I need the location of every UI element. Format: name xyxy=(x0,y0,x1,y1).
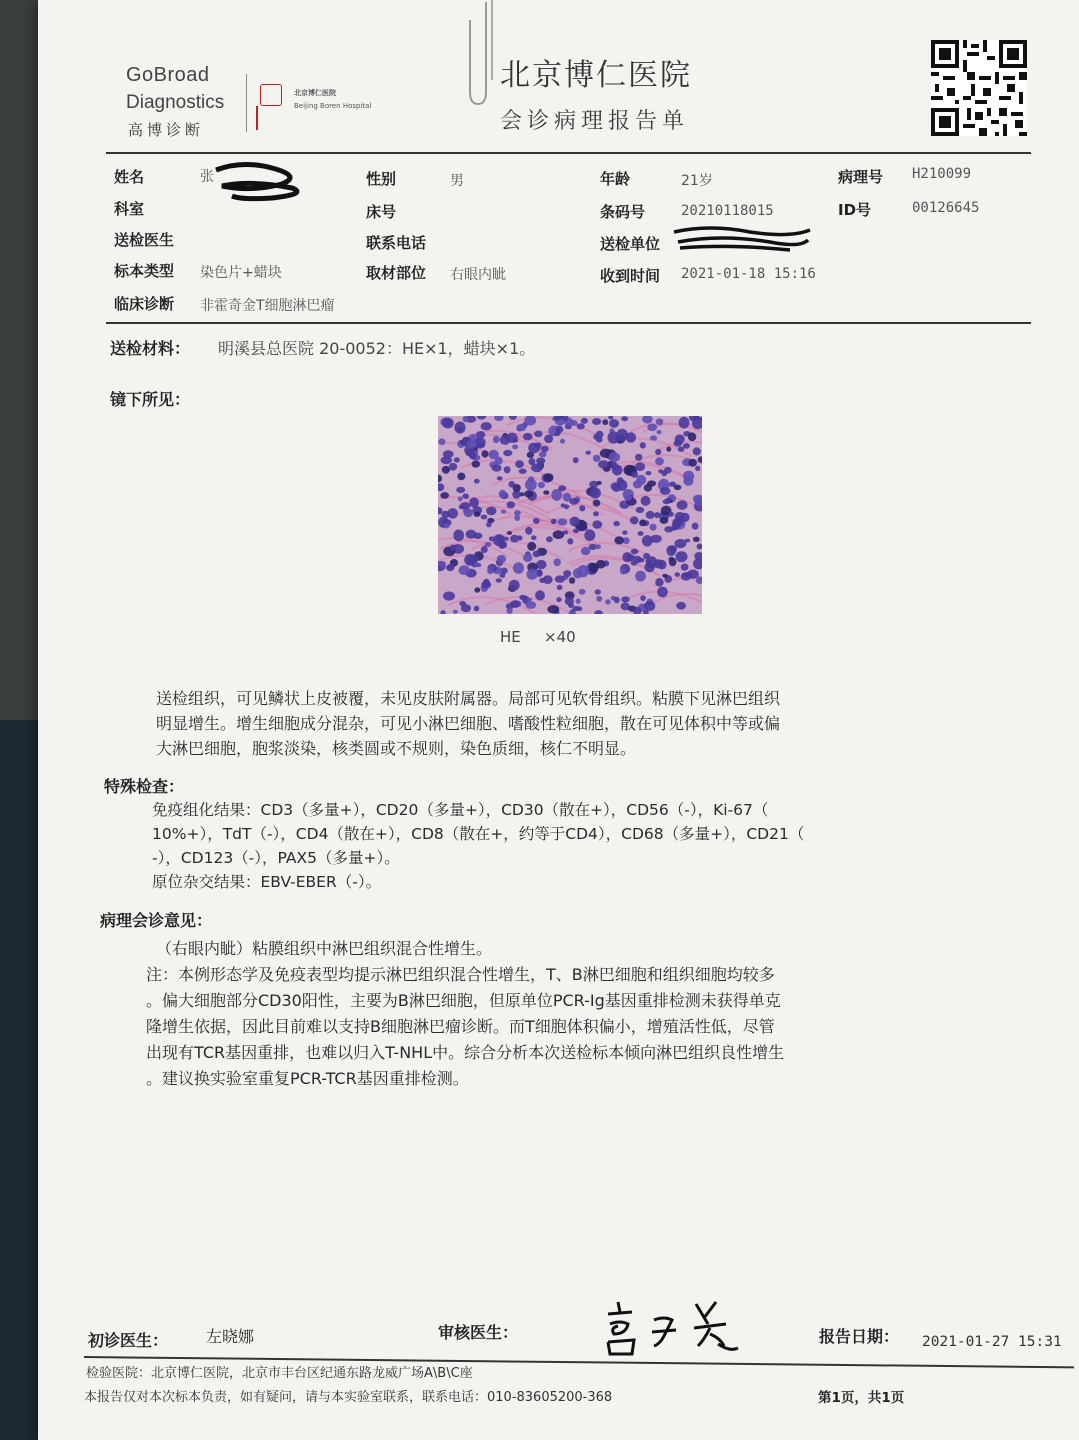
gobroad-logo-line2: Diagnostics xyxy=(126,92,225,113)
gender-value: 男 xyxy=(450,173,464,189)
footer-lab: 检验医院：北京博仁医院，北京市丰台区纪通东路龙威广场A\B\C座 xyxy=(86,1366,473,1381)
qr-code-icon xyxy=(931,40,1027,136)
phone-label: 联系电话 xyxy=(366,234,427,252)
opinion-line-1: （右眼内眦）粘膜组织中淋巴组织混合性增生。 xyxy=(156,939,493,958)
microscopy-heading: 镜下所见： xyxy=(110,390,191,409)
microscopy-line-1: 送检组织，可见鳞状上皮被覆，未见皮肤附属器。局部可见软骨组织。粘膜下见淋巴组织 xyxy=(156,689,781,708)
reviewer-signature xyxy=(598,1294,748,1360)
special-line-3: -），CD123（-），PAX5（多量+）。 xyxy=(152,849,400,867)
site-label: 取材部位 xyxy=(366,264,427,282)
reviewer-label: 审核医生： xyxy=(438,1323,519,1342)
material-label: 送检材料： xyxy=(110,339,191,358)
specimen-value: 染色片+蜡块 xyxy=(200,265,282,281)
bed-label: 床号 xyxy=(366,203,397,221)
unit-label: 送检单位 xyxy=(600,235,661,253)
doctor-label: 送检医生 xyxy=(114,231,175,249)
gobroad-logo-cn: 高博诊断 xyxy=(128,121,205,139)
hospital-small-en: Beijing Boren Hospital xyxy=(294,102,372,110)
report-date-value: 2021-01-27 15:31 xyxy=(922,1334,1062,1350)
page-number: 第1页，共1页 xyxy=(818,1390,905,1406)
report-title: 会诊病理报告单 xyxy=(500,109,690,134)
id-value: 00126645 xyxy=(912,200,980,216)
opinion-line-3: 。偏大细胞部分CD30阳性，主要为B淋巴细胞，但原单位PCR-Ig基因重排检测未获得单克 xyxy=(146,991,781,1010)
first-doctor-label: 初诊医生： xyxy=(88,1331,169,1350)
histology-micrograph-image xyxy=(438,416,702,614)
microscopy-line-3: 大淋巴细胞，胞浆淡染，核类圆或不规则，染色质细，核仁不明显。 xyxy=(156,739,637,758)
pathology-no-label: 病理号 xyxy=(838,168,884,186)
svg-text:高子芳: 高子芳 xyxy=(598,1294,601,1295)
paper-clip-icon xyxy=(466,0,506,110)
logo-divider xyxy=(246,74,247,132)
clinical-label: 临床诊断 xyxy=(114,295,175,313)
redaction-scribble-unit xyxy=(670,218,815,256)
special-exam-heading: 特殊检查： xyxy=(104,777,185,796)
barcode-value: 20210118015 xyxy=(681,203,774,219)
received-value: 2021-01-18 15:16 xyxy=(681,266,816,282)
material-value: 明溪县总医院 20-0052：HE×1，蜡块×1。 xyxy=(218,339,536,358)
gobroad-logo-line1: GoBroad xyxy=(126,64,210,86)
hospital-small-cn: 北京博仁医院 xyxy=(294,89,336,97)
report-date-label: 报告日期： xyxy=(819,1327,900,1346)
specimen-label: 标本类型 xyxy=(114,262,175,280)
report-sheet xyxy=(38,0,1079,1440)
first-doctor-value: 左晓娜 xyxy=(206,1327,255,1346)
special-line-4: 原位杂交结果：EBV-EBER（-）。 xyxy=(152,873,382,891)
gender-label: 性别 xyxy=(366,170,397,188)
opinion-line-4: 隆增生依据，因此目前难以支持B细胞淋巴瘤诊断。而T细胞体积偏小，增殖活性低，尽管 xyxy=(146,1017,775,1036)
hospital-emblem-bar xyxy=(256,106,258,130)
microscopy-line-2: 明显增生。增生细胞成分混杂，可见小淋巴细胞、嗜酸性粒细胞，散在可见体积中等或偏 xyxy=(156,714,781,733)
name-value: 张 xyxy=(200,169,214,185)
header-rule-top xyxy=(106,152,1031,154)
opinion-line-2: 注：本例形态学及免疫表型均提示淋巴组织混合性增生，T、B淋巴细胞和组织细胞均较多 xyxy=(146,965,775,984)
redaction-scribble xyxy=(212,156,312,206)
special-line-2: 10%+），TdT（-），CD4（散在+），CD8（散在+，约等于CD4），CD68（多量+），CD21（ xyxy=(152,825,805,843)
opinion-line-5: 出现有TCR基因重排，也难以归入T-NHL中。综合分析本次送检标本倾向淋巴组织良性增生 xyxy=(146,1043,785,1062)
footer-disclaimer: 本报告仅对本次标本负责，如有疑问，请与本实验室联系，联系电话：010-83605200-368 xyxy=(84,1390,613,1405)
special-line-1: 免疫组化结果：CD3（多量+），CD20（多量+），CD30（散在+），CD56（-），Ki-67（ xyxy=(152,801,769,819)
pathology-no-value: H210099 xyxy=(912,166,972,182)
site-value: 右眼内眦 xyxy=(450,267,506,283)
name-label: 姓名 xyxy=(114,168,145,186)
opinion-line-6: 。建议换实验室重复PCR-TCR基因重排检测。 xyxy=(146,1069,469,1088)
hospital-emblem-icon xyxy=(260,84,282,106)
micrograph-caption-magnification: ×40 xyxy=(544,628,576,646)
received-label: 收到时间 xyxy=(600,267,661,285)
clinical-value: 非霍奇金T细胞淋巴瘤 xyxy=(200,298,335,314)
header-rule-bottom xyxy=(106,322,1031,324)
dept-label: 科室 xyxy=(114,200,145,218)
opinion-heading: 病理会诊意见： xyxy=(100,911,213,930)
age-label: 年龄 xyxy=(600,170,631,188)
barcode-label: 条码号 xyxy=(600,203,646,221)
age-value: 21岁 xyxy=(681,173,713,189)
micrograph-caption-stain: HE xyxy=(500,628,521,646)
id-label: ID号 xyxy=(838,201,872,219)
hospital-title: 北京博仁医院 xyxy=(500,58,692,93)
